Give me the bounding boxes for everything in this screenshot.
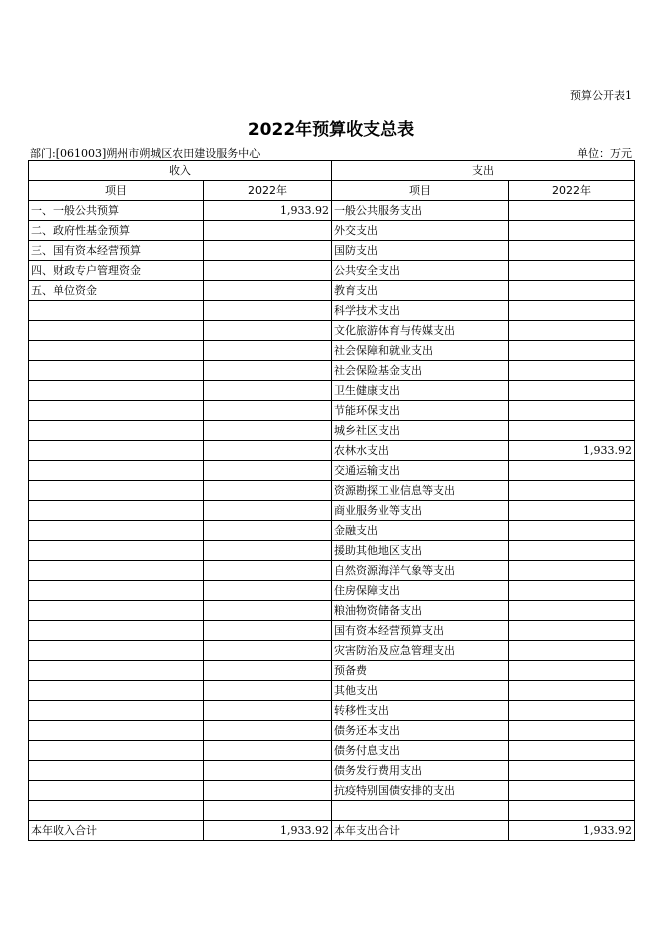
income-item-cell xyxy=(29,541,204,561)
expense-value-cell xyxy=(509,621,635,641)
expense-value-cell xyxy=(509,501,635,521)
income-value-cell xyxy=(204,221,332,241)
income-value-cell xyxy=(204,641,332,661)
expense-value-cell xyxy=(509,601,635,621)
expense-item-cell: 预备费 xyxy=(332,661,509,681)
expense-section-header: 支出 xyxy=(332,161,635,181)
empty-cell xyxy=(509,801,635,821)
table-row xyxy=(29,341,635,361)
income-item-cell: 一、一般公共预算 xyxy=(29,201,204,221)
empty-cell xyxy=(29,801,204,821)
expense-item-cell: 债务发行费用支出 xyxy=(332,761,509,781)
table-row xyxy=(29,301,635,321)
table-row xyxy=(29,401,635,421)
expense-item-cell: 城乡社区支出 xyxy=(332,421,509,441)
income-item-cell xyxy=(29,441,204,461)
table-row xyxy=(29,461,635,481)
expense-item-cell: 资源勘探工业信息等支出 xyxy=(332,481,509,501)
income-item-cell xyxy=(29,741,204,761)
income-value-cell xyxy=(204,721,332,741)
expense-value-cell xyxy=(509,201,635,221)
income-item-cell xyxy=(29,501,204,521)
unit-label: 单位：万元 xyxy=(577,147,632,160)
table-row xyxy=(29,701,635,721)
expense-value-cell xyxy=(509,561,635,581)
expense-item-cell: 抗疫特别国债安排的支出 xyxy=(332,781,509,801)
expense-value-cell xyxy=(509,661,635,681)
income-item-cell xyxy=(29,421,204,441)
table-row xyxy=(29,521,635,541)
expense-value-cell xyxy=(509,721,635,741)
income-item-cell xyxy=(29,661,204,681)
income-item-cell xyxy=(29,681,204,701)
income-item-cell xyxy=(29,601,204,621)
table-row xyxy=(29,321,635,341)
expense-item-cell: 援助其他地区支出 xyxy=(332,541,509,561)
income-item-cell: 二、政府性基金预算 xyxy=(29,221,204,241)
expense-year-header: 2022年 xyxy=(509,181,635,201)
expense-item-cell: 公共安全支出 xyxy=(332,261,509,281)
income-value-cell: 1,933.92 xyxy=(204,201,332,221)
expense-item-cell: 交通运输支出 xyxy=(332,461,509,481)
empty-cell xyxy=(332,801,509,821)
income-item-cell xyxy=(29,341,204,361)
income-value-cell xyxy=(204,781,332,801)
income-item-cell xyxy=(29,561,204,581)
income-item-cell xyxy=(29,761,204,781)
income-value-cell xyxy=(204,741,332,761)
income-section-header: 收入 xyxy=(29,161,332,181)
table-row xyxy=(29,561,635,581)
income-value-cell xyxy=(204,601,332,621)
expense-value-cell xyxy=(509,481,635,501)
income-item-cell xyxy=(29,781,204,801)
income-value-cell xyxy=(204,701,332,721)
income-value-cell xyxy=(204,501,332,521)
form-label: 预算公开表1 xyxy=(570,89,632,102)
income-value-cell xyxy=(204,681,332,701)
expense-item-cell: 农林水支出 xyxy=(332,441,509,461)
income-item-cell: 四、财政专户管理资金 xyxy=(29,261,204,281)
expense-value-cell xyxy=(509,761,635,781)
column-header-row xyxy=(29,181,635,201)
spacer-row xyxy=(29,801,635,821)
income-value-cell xyxy=(204,241,332,261)
expense-item-cell: 外交支出 xyxy=(332,221,509,241)
expense-item-cell: 国防支出 xyxy=(332,241,509,261)
income-value-cell xyxy=(204,301,332,321)
table-row xyxy=(29,741,635,761)
table-row xyxy=(29,641,635,661)
income-item-cell xyxy=(29,641,204,661)
expense-item-cell: 国有资本经营预算支出 xyxy=(332,621,509,641)
table-row xyxy=(29,601,635,621)
income-item-cell xyxy=(29,721,204,741)
expense-item-cell: 社会保险基金支出 xyxy=(332,361,509,381)
income-value-cell xyxy=(204,441,332,461)
income-value-cell xyxy=(204,481,332,501)
expense-item-cell: 一般公共服务支出 xyxy=(332,201,509,221)
expense-value-cell xyxy=(509,461,635,481)
income-item-cell: 五、单位资金 xyxy=(29,281,204,301)
income-value-cell xyxy=(204,261,332,281)
income-value-cell xyxy=(204,581,332,601)
expense-item-cell: 社会保障和就业支出 xyxy=(332,341,509,361)
expense-value-cell xyxy=(509,241,635,261)
table-row xyxy=(29,581,635,601)
expense-value-cell xyxy=(509,401,635,421)
table-row xyxy=(29,241,635,261)
table-row xyxy=(29,721,635,741)
expense-value-cell xyxy=(509,421,635,441)
expense-item-cell: 节能环保支出 xyxy=(332,401,509,421)
expense-item-header: 项目 xyxy=(332,181,509,201)
income-item-cell xyxy=(29,361,204,381)
income-value-cell xyxy=(204,761,332,781)
income-value-cell xyxy=(204,521,332,541)
expense-item-cell: 住房保障支出 xyxy=(332,581,509,601)
expense-value-cell xyxy=(509,221,635,241)
table-row xyxy=(29,441,635,461)
expense-value-cell xyxy=(509,361,635,381)
income-value-cell xyxy=(204,541,332,561)
section-header-row xyxy=(29,161,635,181)
income-item-cell xyxy=(29,701,204,721)
income-item-cell xyxy=(29,321,204,341)
expense-item-cell: 科学技术支出 xyxy=(332,301,509,321)
table-row xyxy=(29,501,635,521)
expense-value-cell xyxy=(509,301,635,321)
table-row xyxy=(29,541,635,561)
income-value-cell xyxy=(204,421,332,441)
expense-item-cell: 自然资源海洋气象等支出 xyxy=(332,561,509,581)
income-value-cell xyxy=(204,661,332,681)
expense-item-cell: 债务还本支出 xyxy=(332,721,509,741)
income-value-cell xyxy=(204,321,332,341)
expense-value-cell xyxy=(509,681,635,701)
expense-value-cell xyxy=(509,341,635,361)
income-item-cell xyxy=(29,481,204,501)
expense-item-cell: 其他支出 xyxy=(332,681,509,701)
expense-value-cell xyxy=(509,541,635,561)
expense-value-cell xyxy=(509,321,635,341)
expense-item-cell: 商业服务业等支出 xyxy=(332,501,509,521)
table-row xyxy=(29,361,635,381)
income-value-cell xyxy=(204,621,332,641)
expense-item-cell: 转移性支出 xyxy=(332,701,509,721)
expense-item-cell: 灾害防治及应急管理支出 xyxy=(332,641,509,661)
table-row xyxy=(29,381,635,401)
table-row xyxy=(29,221,635,241)
income-item-cell xyxy=(29,521,204,541)
expense-value-cell xyxy=(509,281,635,301)
income-item-header: 项目 xyxy=(29,181,204,201)
expense-value-cell xyxy=(509,781,635,801)
expense-value-cell xyxy=(509,261,635,281)
expense-value-cell xyxy=(509,521,635,541)
empty-cell xyxy=(204,801,332,821)
income-item-cell xyxy=(29,401,204,421)
expense-item-cell: 卫生健康支出 xyxy=(332,381,509,401)
table-row xyxy=(29,681,635,701)
budget-table xyxy=(28,160,635,841)
income-value-cell xyxy=(204,341,332,361)
total-income-value: 1,933.92 xyxy=(204,821,332,841)
table-row xyxy=(29,621,635,641)
table-row xyxy=(29,761,635,781)
income-item-cell xyxy=(29,581,204,601)
income-item-cell xyxy=(29,301,204,321)
table-row xyxy=(29,261,635,281)
table-row xyxy=(29,201,635,221)
total-expense-label: 本年支出合计 xyxy=(332,821,509,841)
income-item-cell xyxy=(29,461,204,481)
expense-item-cell: 教育支出 xyxy=(332,281,509,301)
expense-item-cell: 文化旅游体育与传媒支出 xyxy=(332,321,509,341)
expense-value-cell xyxy=(509,741,635,761)
expense-item-cell: 债务付息支出 xyxy=(332,741,509,761)
expense-value-cell xyxy=(509,701,635,721)
income-year-header: 2022年 xyxy=(204,181,332,201)
expense-value-cell xyxy=(509,641,635,661)
income-value-cell xyxy=(204,461,332,481)
table-row xyxy=(29,281,635,301)
expense-value-cell xyxy=(509,581,635,601)
expense-item-cell: 粮油物资储备支出 xyxy=(332,601,509,621)
income-value-cell xyxy=(204,561,332,581)
expense-value-cell: 1,933.92 xyxy=(509,441,635,461)
table-row xyxy=(29,661,635,681)
total-row xyxy=(29,821,635,841)
table-row xyxy=(29,421,635,441)
total-expense-value: 1,933.92 xyxy=(509,821,635,841)
income-value-cell xyxy=(204,281,332,301)
expense-item-cell: 金融支出 xyxy=(332,521,509,541)
total-income-label: 本年收入合计 xyxy=(29,821,204,841)
income-item-cell xyxy=(29,621,204,641)
table-row xyxy=(29,481,635,501)
page-title: 2022年预算收支总表 xyxy=(247,120,415,140)
income-value-cell xyxy=(204,401,332,421)
income-value-cell xyxy=(204,361,332,381)
income-value-cell xyxy=(204,381,332,401)
income-item-cell: 三、国有资本经营预算 xyxy=(29,241,204,261)
department-label: 部门:[061003]朔州市朔城区农田建设服务中心 xyxy=(30,147,261,160)
table-row xyxy=(29,781,635,801)
income-item-cell xyxy=(29,381,204,401)
expense-value-cell xyxy=(509,381,635,401)
